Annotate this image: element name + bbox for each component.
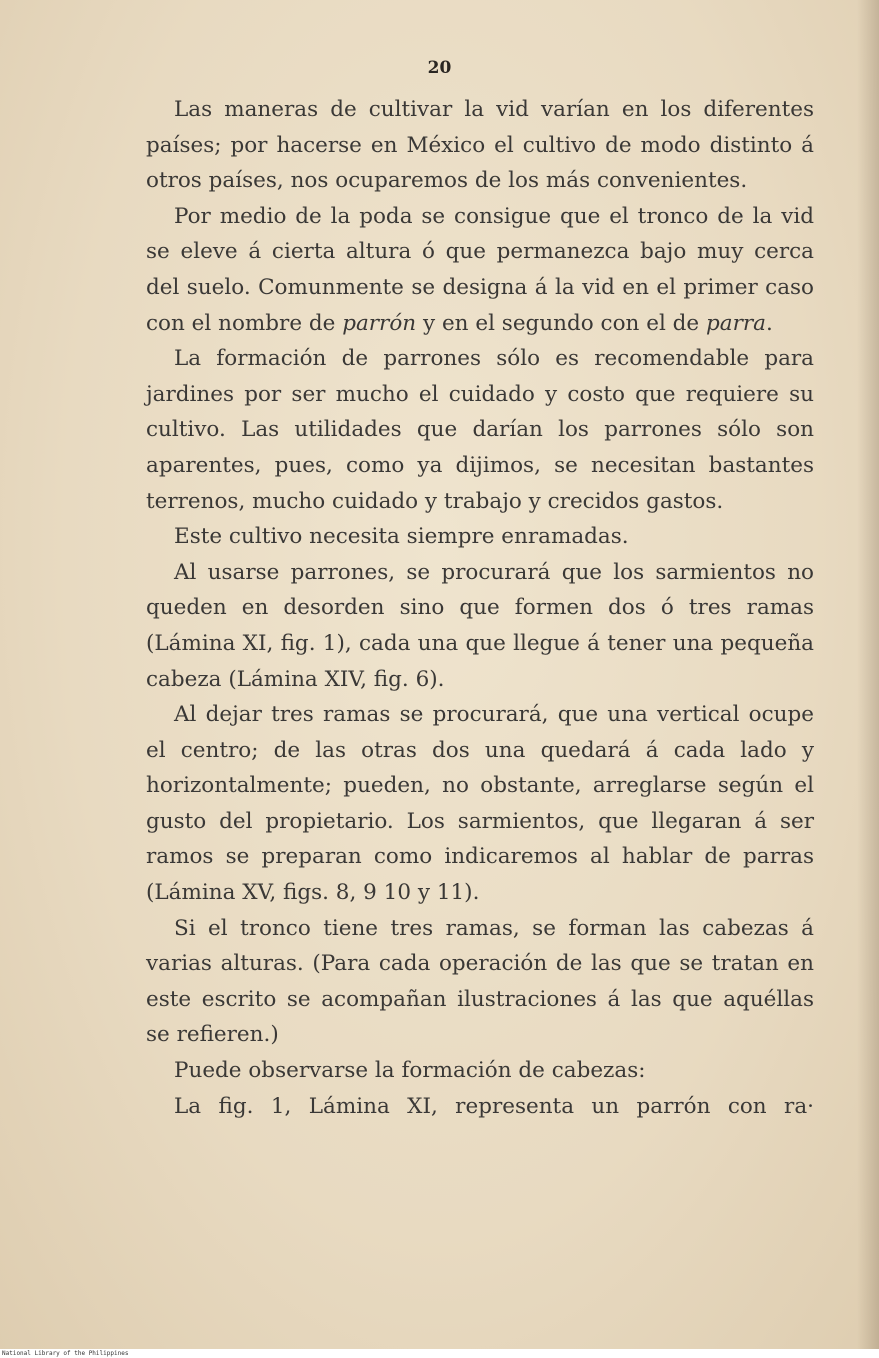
paragraph-8 (146, 1053, 814, 1089)
paragraph-6 (146, 697, 814, 911)
paragraph-4 (146, 519, 814, 555)
italic-term-parron: parrón (342, 310, 417, 336)
paragraph-text: y en el segundo con el de (416, 310, 706, 336)
paragraph-text: Al usarse parrones, se procurará que los sarmientos no queden en desorden sino que formen dos ó tres ramas (Lámina XI, fig. 1), cada una que llegue á tener una pequeña cabeza (Lámina XIV, fig. 6). (146, 559, 814, 692)
paragraph-text: . (765, 310, 773, 336)
paragraph-5 (146, 555, 814, 697)
paragraph-9 (146, 1089, 814, 1125)
page-number: 20 (427, 58, 452, 78)
paragraph-3 (146, 341, 814, 519)
paragraph-text: Por medio de la poda se consigue que el tronco de la vid se eleve á cierta altura ó que permanezca bajo muy cerca del suelo. Comunmente se designa á la vid en el primer caso con el nombre de (146, 203, 814, 336)
paragraph-7 (146, 911, 814, 1053)
footer-credit: National Library of the Philippines (2, 1350, 129, 1357)
body-text (146, 92, 814, 1124)
paragraph-text: La fig. 1, Lámina XI, representa un parrón con ra· (174, 1093, 814, 1119)
italic-term-parra: parra (705, 310, 766, 336)
paragraph-text: La formación de parrones sólo es recomendable para jardines por ser mucho el cuidado y costo que requiere su cultivo. Las utilidades que darían los parrones sólo son aparentes, pues, como ya dijimos, se necesitan bastantes terrenos, mucho cuidado y trabajo y crecidos gastos. (146, 346, 814, 514)
paragraph-text: Este cultivo necesita siempre enramadas. (174, 524, 629, 550)
paragraph-text: Al dejar tres ramas se procurará, que una vertical ocupe el centro; de las otras dos una quedará á cada lado y horizontalmente; pueden, no obstante, arreglarse según el gusto del propietario. Los sarmientos, que llegaran á ser ramos se preparan como indicaremos al hablar de parras (Lámina XV, figs. 8, 9 10 y 11). (146, 702, 814, 906)
paragraph-text: Las maneras de cultivar la vid varían en los diferentes países; por hacerse en México el cultivo de modo distinto á otros países, nos ocuparemos de los más convenientes. (146, 97, 814, 194)
paragraph-text: Puede observarse la formación de cabezas: (174, 1058, 646, 1084)
paragraph-2 (146, 199, 814, 341)
paragraph-text: Si el tronco tiene tres ramas, se forman las cabezas á varias alturas. (Para cada operación de las que se tratan en este escrito se acompañan ilustraciones á las que aquéllas se refieren.) (146, 915, 814, 1048)
paragraph-1 (146, 92, 814, 199)
page-edge-shadow (857, 0, 879, 1350)
footer-bar (0, 1349, 879, 1358)
